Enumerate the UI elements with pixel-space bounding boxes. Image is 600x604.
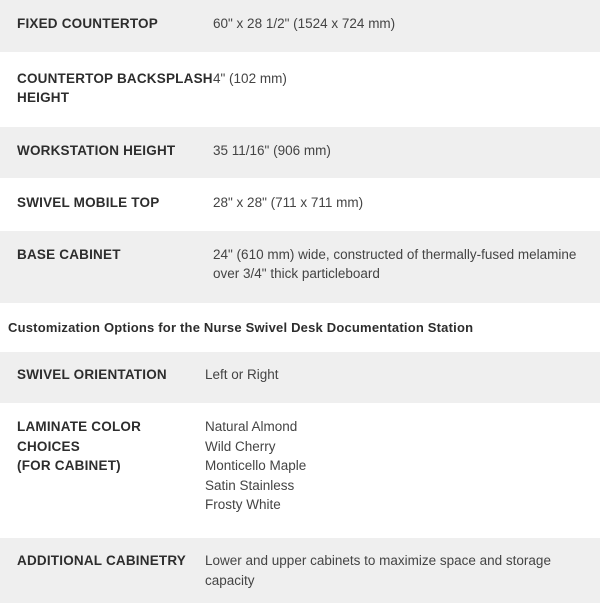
color-choice: Frosty White: [205, 495, 600, 515]
option-label: [0, 538, 205, 604]
spec-value: [213, 52, 600, 126]
option-row-laminate-color: [0, 404, 600, 538]
color-choice: Natural Almond: [205, 417, 600, 437]
label-line: COUNTERTOP BACKSPLASH: [17, 69, 213, 89]
spec-row-swivel-mobile-top: [0, 178, 600, 230]
label-line: SWIVEL MOBILE TOP: [17, 193, 213, 213]
option-label: [0, 352, 205, 404]
spec-value: [213, 126, 600, 178]
option-row-swivel-orientation: [0, 352, 600, 404]
option-label: [0, 404, 205, 538]
spec-row-base-cabinet: [0, 230, 600, 303]
value-line: Left or Right: [205, 365, 600, 385]
value-line: 28" x 28" (711 x 711 mm): [213, 193, 600, 213]
color-choice: Wild Cherry: [205, 437, 600, 457]
option-value: [205, 404, 600, 538]
spec-value: [213, 230, 600, 303]
color-choice: Satin Stainless: [205, 476, 600, 496]
value-line: Lower and upper cabinets to maximize space and storage: [205, 551, 600, 571]
color-choice: Monticello Maple: [205, 456, 600, 476]
value-line: capacity: [205, 571, 600, 591]
spec-row-fixed-countertop: [0, 0, 600, 52]
label-line: (FOR CABINET): [17, 456, 205, 476]
label-line: FIXED COUNTERTOP: [17, 14, 213, 34]
option-row-additional-cabinetry: [0, 538, 600, 604]
option-value: [205, 352, 600, 404]
value-line: 24" (610 mm) wide, constructed of thermally-fused melamine: [213, 245, 600, 265]
value-line: 60" x 28 1/2" (1524 x 724 mm): [213, 14, 600, 34]
spec-label: [0, 230, 213, 303]
section-heading: Customization Options for the Nurse Swivel Desk Documentation Station: [0, 304, 600, 352]
spec-label: [0, 52, 213, 126]
spec-label: [0, 126, 213, 178]
label-line: ADDITIONAL CABINETRY: [17, 551, 205, 571]
spec-row-workstation-height: [0, 126, 600, 178]
label-line: HEIGHT: [17, 88, 213, 108]
value-line: over 3/4" thick particleboard: [213, 264, 600, 284]
label-line: SWIVEL ORIENTATION: [17, 365, 205, 385]
value-line: 35 11/16" (906 mm): [213, 141, 600, 161]
label-line: WORKSTATION HEIGHT: [17, 141, 213, 161]
label-line: BASE CABINET: [17, 245, 213, 265]
spec-value: [213, 0, 600, 52]
label-line: CHOICES: [17, 437, 205, 457]
spec-row-backsplash-height: [0, 52, 600, 126]
label-line: LAMINATE COLOR: [17, 417, 205, 437]
customization-table: [0, 352, 600, 604]
spec-label: [0, 0, 213, 52]
spec-label: [0, 178, 213, 230]
spec-value: [213, 178, 600, 230]
value-line: 4" (102 mm): [213, 69, 600, 89]
option-value: [205, 538, 600, 604]
